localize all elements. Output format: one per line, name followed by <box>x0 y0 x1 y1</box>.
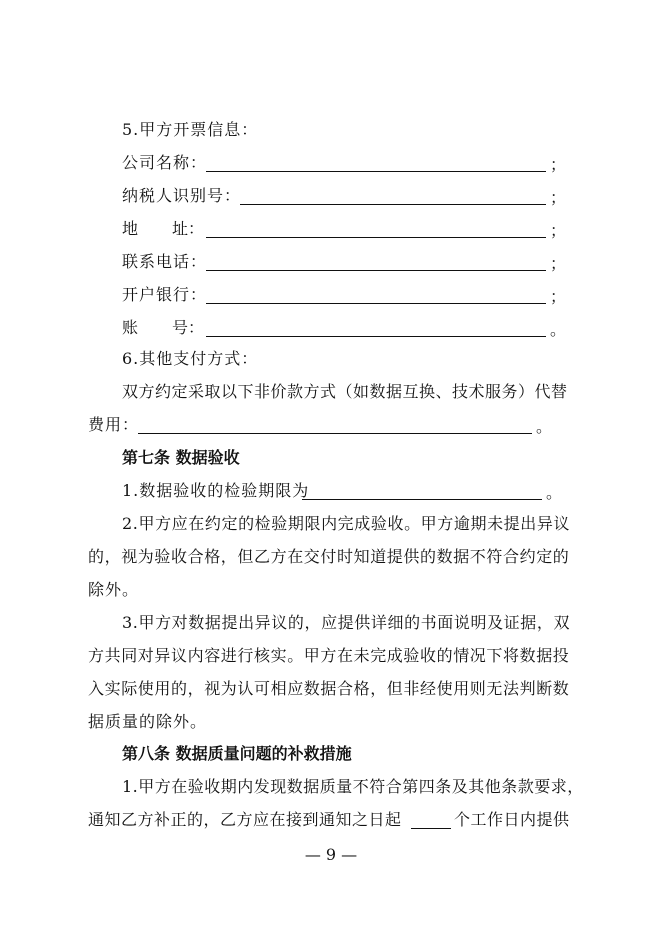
phone-semicolon: ； <box>550 254 567 273</box>
account-label-2: 号： <box>172 318 205 337</box>
bank-blank[interactable] <box>206 303 546 304</box>
article7-p3-line3: 入实际使用的，视为认可相应数据合格，但非经使用则无法判断数 <box>88 679 570 698</box>
article7-p2-line1: 2.甲方应在约定的检验期限内完成验收。甲方逾期未提出异议 <box>122 514 571 533</box>
account-label-1: 账 <box>122 318 139 337</box>
other-payment-fee-label: 费用： <box>88 415 140 434</box>
address-blank[interactable] <box>206 237 546 238</box>
article8-title: 第八条 数据质量问题的补救措施 <box>122 744 352 763</box>
invoice-heading: 5.甲方开票信息： <box>122 120 259 139</box>
article7-p1-period: 。 <box>546 483 563 502</box>
tax-id-blank[interactable] <box>240 204 546 205</box>
inspection-period-blank[interactable] <box>302 499 542 500</box>
other-payment-blank[interactable] <box>138 433 532 434</box>
article7-p3-line4: 据质量的除外。 <box>88 712 208 731</box>
phone-label: 联系电话： <box>122 252 208 271</box>
bank-semicolon: ； <box>550 287 567 306</box>
address-label-1: 地 <box>122 219 139 238</box>
address-label-2: 址： <box>172 219 205 238</box>
article8-p1-line2b: 个工作日内提供 <box>454 810 570 829</box>
article8-p1-line2a: 通知乙方补正的，乙方应在接到通知之日起 <box>88 810 402 829</box>
article7-title: 第七条 数据验收 <box>122 448 240 467</box>
article7-p1: 1.数据验收的检验期限为 <box>122 481 310 500</box>
company-label: 公司名称： <box>122 153 208 172</box>
article7-p3-line2: 方共同对异议内容进行核实。甲方在未完成验收的情况下将数据投 <box>88 646 570 665</box>
article8-p1-line1: 1.甲方在验收期内发现数据质量不符合第四条及其他条款要求， <box>122 777 584 796</box>
article7-p3-line1: 3.甲方对数据提出异议的，应提供详细的书面说明及证据，双 <box>122 613 571 632</box>
other-payment-line1: 双方约定采取以下非价款方式（如数据互换、技术服务）代替 <box>122 382 568 401</box>
company-semicolon: ； <box>550 155 567 174</box>
company-blank[interactable] <box>206 171 546 172</box>
account-period: 。 <box>550 320 567 339</box>
account-blank[interactable] <box>206 336 546 337</box>
article7-p2-line2: 的，视为验收合格，但乙方在交付时知道提供的数据不符合约定的 <box>88 547 570 566</box>
bank-label: 开户银行： <box>122 285 208 304</box>
tax-id-label: 纳税人识别号： <box>122 186 242 205</box>
article7-p2-line3: 除外。 <box>88 580 140 599</box>
phone-blank[interactable] <box>206 270 546 271</box>
address-semicolon: ； <box>550 221 567 240</box>
other-payment-heading: 6.其他支付方式： <box>122 349 259 368</box>
other-payment-period: 。 <box>536 417 553 436</box>
tax-id-semicolon: ； <box>550 188 567 207</box>
page-number: — 9 — <box>304 845 358 864</box>
working-days-blank[interactable] <box>411 828 451 829</box>
